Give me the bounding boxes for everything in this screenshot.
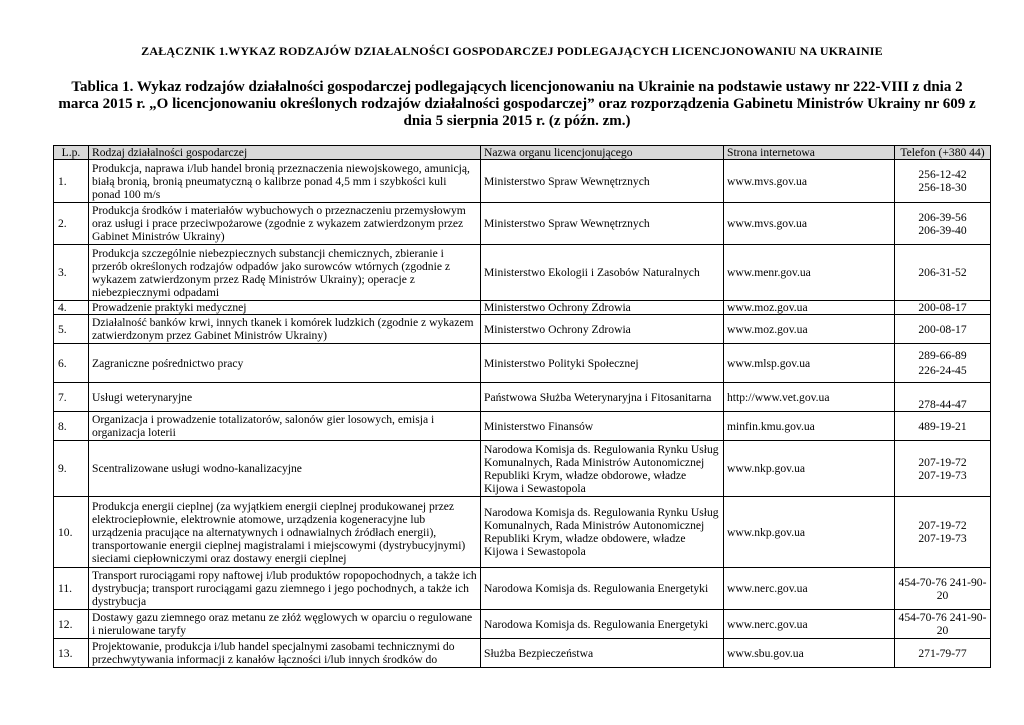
cell-website: www.mvs.gov.ua: [724, 203, 895, 245]
cell-activity: Transport rurociągami ropy naftowej i/lub produktów ropopochodnych, a także ich dystrybucja; transport rurociągami gazu ziemnego i jego pochodnych, a także ich dystrybucja: [89, 568, 481, 610]
cell-authority: Ministerstwo Finansów: [481, 412, 724, 441]
column-header-activity: Rodzaj działalności gospodarczej: [89, 146, 481, 160]
cell-activity: Usługi weterynaryjne: [89, 383, 481, 412]
table-row: [54, 203, 991, 245]
cell-website: www.menr.gov.ua: [724, 245, 895, 301]
phone-number: 207-19-73: [918, 532, 967, 545]
cell-authority: Ministerstwo Ochrony Zdrowia: [481, 315, 724, 344]
cell-authority: Ministerstwo Ekologii i Zasobów Naturalnych: [481, 245, 724, 301]
phone-number: 278-44-47: [918, 398, 967, 411]
table-row: [54, 344, 991, 383]
cell-lp: 1.: [54, 160, 89, 203]
column-header-lp: L.p.: [54, 146, 89, 160]
table-row: [54, 315, 991, 344]
cell-authority: Narodowa Komisja ds. Regulowania Rynku Usług Komunalnych, Rada Ministrów Autonomicznej Republiki Krym, władze obdowere, władze Kijowa i Sewastopola: [481, 497, 724, 568]
cell-lp: 11.: [54, 568, 89, 610]
table-caption: Tablica 1. Wykaz rodzajów działalności gospodarczej podlegających licencjonowaniu na Ukrainie na podstawie ustawy nr 222-VIII z dnia 2 marca 2015 r. „O licencjonowaniu określonych rodzajów działalności gospodarczej” oraz rozporządzenia Gabinetu Ministrów Ukrainy nr 609 z dnia 5 sierpnia 2015 r. (z późn. zm.): [58, 79, 976, 129]
table-row: [54, 639, 991, 668]
phone-number: 256-12-42: [918, 168, 967, 181]
table-row: [54, 160, 991, 203]
cell-website: www.nerc.gov.ua: [724, 610, 895, 639]
cell-activity: Produkcja szczególnie niebezpiecznych substancji chemicznych, zbieranie i przerób określonych rodzajów odpadów jako surowców wtórnych (zgodnie z wykazem zatwierdzonym przez Radę Ministrów Ukrainy); operacje z niebezpiecznymi odpadami: [89, 245, 481, 301]
phone-number: 489-19-21: [918, 419, 967, 433]
cell-phone: [895, 301, 991, 315]
cell-website: www.sbu.gov.ua: [724, 639, 895, 668]
annex-heading: ZAŁĄCZNIK 1.WYKAZ RODZAJÓW DZIAŁALNOŚCI GOSPODARCZEJ PODLEGAJĄCYCH LICENCJONOWANIU NA UKRAINIE: [141, 44, 883, 58]
cell-phone: [895, 497, 991, 568]
cell-activity: Projektowanie, produkcja i/lub handel specjalnymi zasobami technicznymi do przechwytywania informacji z kanałów łączności i/lub innych środków do: [89, 639, 481, 668]
cell-authority: Narodowa Komisja ds. Regulowania Energetyki: [481, 610, 724, 639]
table-row: [54, 301, 991, 315]
cell-phone: [895, 610, 991, 639]
column-header-website: Strona internetowa: [724, 146, 895, 160]
cell-phone: [895, 441, 991, 497]
cell-activity: Produkcja, naprawa i/lub handel bronią przeznaczenia niewojskowego, amunicją, białą bronią, bronią pneumatyczną o kalibrze ponad 4,5 mm i szybkości kuli ponad 100 m/s: [89, 160, 481, 203]
cell-phone: [895, 203, 991, 245]
cell-lp: 6.: [54, 344, 89, 383]
table-row: [54, 412, 991, 441]
phone-number: 454-70-76 241-90-20: [898, 611, 987, 637]
phone-number: 200-08-17: [918, 301, 967, 314]
phone-number: 289-66-89: [918, 349, 967, 362]
cell-authority: Ministerstwo Ochrony Zdrowia: [481, 301, 724, 315]
phone-number: 226-24-45: [918, 364, 967, 377]
phone-number: 200-08-17: [918, 322, 967, 336]
table-row: [54, 610, 991, 639]
table-row: [54, 245, 991, 301]
phone-number: 256-18-30: [918, 181, 967, 194]
cell-activity: Dostawy gazu ziemnego oraz metanu ze złóż węglowych w oparciu o regulowane i nierulowane taryfy: [89, 610, 481, 639]
cell-lp: 9.: [54, 441, 89, 497]
cell-lp: 3.: [54, 245, 89, 301]
phone-number: 207-19-72: [918, 455, 967, 469]
phone-number: 206-39-56: [918, 210, 967, 224]
cell-phone: [895, 568, 991, 610]
column-header-phone: Telefon (+380 44): [895, 146, 991, 160]
cell-lp: 13.: [54, 639, 89, 668]
cell-lp: 12.: [54, 610, 89, 639]
cell-website: www.nkp.gov.ua: [724, 497, 895, 568]
cell-website: www.mlsp.gov.ua: [724, 344, 895, 383]
phone-number: 207-19-72: [918, 519, 967, 532]
cell-authority: Państwowa Służba Weterynaryjna i Fitosanitarna: [481, 383, 724, 412]
cell-activity: Produkcja środków i materiałów wybuchowych o przeznaczeniu przemysłowym oraz usługi i prace przeciwpożarowe (zgodnie z wykazem zatwierdzonym przez Gabinet Ministrów Ukrainy): [89, 203, 481, 245]
cell-lp: 2.: [54, 203, 89, 245]
cell-activity: Scentralizowane usługi wodno-kanalizacyjne: [89, 441, 481, 497]
phone-number: 206-31-52: [918, 266, 967, 279]
cell-phone: [895, 344, 991, 383]
cell-authority: Ministerstwo Spraw Wewnętrznych: [481, 203, 724, 245]
cell-authority: Służba Bezpieczeństwa: [481, 639, 724, 668]
cell-phone: [895, 160, 991, 203]
cell-phone: [895, 315, 991, 344]
phone-number: 454-70-76 241-90-20: [898, 575, 987, 602]
cell-authority: Narodowa Komisja ds. Regulowania Energetyki: [481, 568, 724, 610]
column-header-authority: Nazwa organu licencjonującego: [481, 146, 724, 160]
cell-website: www.nkp.gov.ua: [724, 441, 895, 497]
cell-phone: [895, 383, 991, 412]
cell-activity: Zagraniczne pośrednictwo pracy: [89, 344, 481, 383]
cell-website: http://www.vet.gov.ua: [724, 383, 895, 412]
cell-phone: [895, 639, 991, 668]
licence-table: [53, 145, 991, 668]
cell-authority: Ministerstwo Spraw Wewnętrznych: [481, 160, 724, 203]
cell-lp: 8.: [54, 412, 89, 441]
cell-lp: 5.: [54, 315, 89, 344]
table-row: [54, 383, 991, 412]
cell-phone: [895, 412, 991, 441]
cell-activity: Prowadzenie praktyki medycznej: [89, 301, 481, 315]
cell-activity: Działalność banków krwi, innych tkanek i komórek ludzkich (zgodnie z wykazem zatwierdzonym przez Gabinet Ministrów Ukrainy): [89, 315, 481, 344]
cell-authority: Narodowa Komisja ds. Regulowania Rynku Usług Komunalnych, Rada Ministrów Autonomicznej Republiki Krym, władze obdorowe, władze Kijowa i Sewastopola: [481, 441, 724, 497]
cell-lp: 10.: [54, 497, 89, 568]
cell-website: www.mvs.gov.ua: [724, 160, 895, 203]
cell-lp: 7.: [54, 383, 89, 412]
cell-activity: Produkcja energii cieplnej (za wyjątkiem energii cieplnej produkowanej przez elektrociepłownie, elektrownie atomowe, urządzenia kogeneracyjne lub urządzenia pracujące na alternatywnych i odnawialnych źródłach energii), transportowanie energii cieplnej magistralami i miejscowymi (dystrybucyjnymi) sieciami ciepłowniczymi oraz dostawy energii cieplnej: [89, 497, 481, 568]
phone-number: 206-39-40: [918, 223, 967, 237]
phone-number: 207-19-73: [918, 468, 967, 482]
cell-authority: Ministerstwo Polityki Społecznej: [481, 344, 724, 383]
cell-activity: Organizacja i prowadzenie totalizatorów, salonów gier losowych, emisja i organizacja loterii: [89, 412, 481, 441]
cell-website: minfin.kmu.gov.ua: [724, 412, 895, 441]
table-row: [54, 441, 991, 497]
cell-website: www.moz.gov.ua: [724, 315, 895, 344]
cell-website: www.nerc.gov.ua: [724, 568, 895, 610]
table-row: [54, 568, 991, 610]
cell-website: www.moz.gov.ua: [724, 301, 895, 315]
table-row: [54, 497, 991, 568]
phone-number: 271-79-77: [918, 646, 967, 660]
table-header-row: [54, 146, 991, 160]
cell-lp: 4.: [54, 301, 89, 315]
cell-phone: [895, 245, 991, 301]
